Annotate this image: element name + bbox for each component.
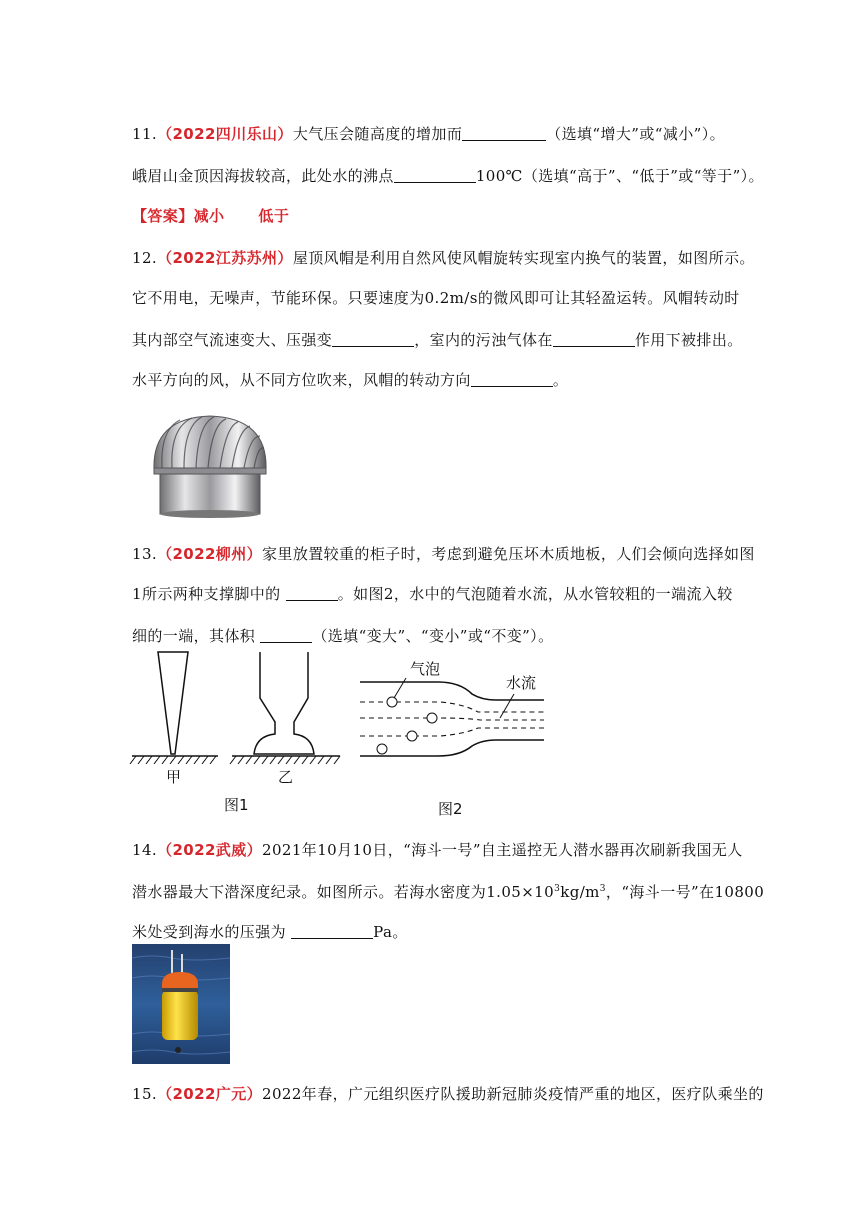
q12-blank-3[interactable] xyxy=(471,372,553,387)
q14-line2 xyxy=(132,882,764,902)
q12-text-3c: 作用下被排出。 xyxy=(634,331,743,349)
bubble xyxy=(427,713,437,723)
q13-text-3b: （选填“变大”、“变小”或“不变”）。 xyxy=(312,627,554,645)
q13-text-1: 家里放置较重的柜子时，考虑到避免压坏木质地板，人们会倾向选择如图 xyxy=(262,545,755,563)
leg-yi-shape xyxy=(254,652,314,754)
leg-jia-shape xyxy=(158,652,188,754)
fig2-bubble-label: 气泡 xyxy=(410,660,441,678)
q12-blank-2[interactable] xyxy=(553,332,635,347)
q11-line2 xyxy=(132,166,764,186)
figure-2 xyxy=(356,656,552,822)
q12-text-2: 它不用电，无噪声，节能环保。只要速度为0.2m/s的微风即可让其轻盈运转。风帽转动时 xyxy=(132,289,740,307)
q15-line1 xyxy=(132,1084,764,1104)
q11-text-a: 大气压会随高度的增加而 xyxy=(292,125,463,143)
q11-line1 xyxy=(132,124,725,144)
fig1-label-jia: 甲 xyxy=(166,768,182,786)
q12-line4 xyxy=(132,370,568,390)
q13-blank-1[interactable] xyxy=(286,586,338,601)
q13-text-2a: 1所示两种支撑脚中的 xyxy=(132,585,286,603)
roof-ventilator-image xyxy=(140,410,280,522)
fig1-caption: 图1 xyxy=(224,796,249,814)
q12-text-1: 屋顶风帽是利用自然风使风帽旋转实现室内换气的装置，如图所示。 xyxy=(292,249,755,267)
q14-source: （2022武威） xyxy=(157,841,263,859)
q11-source: （2022四川乐山） xyxy=(157,125,293,143)
q15-text-1: 2022年春，广元组织医疗队援助新冠肺炎疫情严重的地区，医疗队乘坐的 xyxy=(262,1085,764,1103)
q12-blank-1[interactable] xyxy=(332,332,414,347)
bubble xyxy=(377,744,387,754)
q14-line3 xyxy=(132,922,408,942)
q14-text-3a: 米处受到海水的压强为 xyxy=(132,923,292,941)
q13-line1 xyxy=(132,544,755,564)
answer-2: 低于 xyxy=(258,207,290,225)
q14-text-2b: kg/m xyxy=(560,883,600,901)
q14-line1 xyxy=(132,840,743,860)
q11-blank-2[interactable] xyxy=(394,168,476,183)
q11-blank-1[interactable] xyxy=(462,126,546,141)
q15-source: （2022广元） xyxy=(157,1085,263,1103)
answer-label: 【答案】 xyxy=(132,207,194,225)
q12-text-4a: 水平方向的风，从不同方位吹来，风帽的转动方向 xyxy=(132,371,471,389)
answer-1: 减小 xyxy=(193,207,225,225)
q11-number: 11. xyxy=(132,125,158,143)
q13-line3 xyxy=(132,626,554,646)
q11-line2-b: 100℃（选填“高于”、“低于”或“等于”）。 xyxy=(475,167,764,185)
q14-sup-1: 3 xyxy=(554,884,561,894)
bubble xyxy=(387,697,397,707)
q12-line2 xyxy=(132,288,740,308)
q14-blank-1[interactable] xyxy=(291,924,373,939)
q14-text-3b: Pa。 xyxy=(373,923,408,941)
q13-text-2b: 。如图2，水中的气泡随着水流，从水管较粗的一端流入较 xyxy=(337,585,733,603)
bubble xyxy=(407,731,417,741)
fig2-flow-label: 水流 xyxy=(506,674,537,692)
q13-number: 13. xyxy=(132,545,158,563)
q12-number: 12. xyxy=(132,249,158,267)
q12-line3 xyxy=(132,330,743,350)
q13-source: （2022柳州） xyxy=(157,545,263,563)
q11-text-b: （选填“增大”或“减小”）。 xyxy=(546,125,725,143)
fig1-label-yi: 乙 xyxy=(278,768,294,786)
q11-line2-a: 峨眉山金顶因海拔较高，此处水的沸点 xyxy=(132,167,394,185)
q12-text-3a: 其内部空气流速变大、压强变 xyxy=(132,331,333,349)
submersible-image xyxy=(132,944,230,1064)
q13-blank-2[interactable] xyxy=(260,628,312,643)
q13-text-3a: 细的一端，其体积 xyxy=(132,627,261,645)
q14-sup-2: 3 xyxy=(599,884,606,894)
q12-source: （2022江苏苏州） xyxy=(157,249,293,267)
figure-1 xyxy=(128,648,348,818)
q14-text-2c: ，“海斗一号”在10800 xyxy=(605,883,765,901)
q12-text-3b: ，室内的污浊气体在 xyxy=(414,331,553,349)
q11-answer xyxy=(132,206,289,226)
fig2-caption: 图2 xyxy=(438,800,463,818)
q14-text-1: 2021年10月10日，“海斗一号”自主遥控无人潜水器再次刷新我国无人 xyxy=(262,841,743,859)
q13-line2 xyxy=(132,584,733,604)
q15-number: 15. xyxy=(132,1085,158,1103)
q12-text-4b: 。 xyxy=(552,371,569,389)
q14-text-2a: 潜水器最大下潜深度纪录。如图所示。若海水密度为1.05×10 xyxy=(132,883,555,901)
q12-line1 xyxy=(132,248,755,268)
q14-number: 14. xyxy=(132,841,158,859)
